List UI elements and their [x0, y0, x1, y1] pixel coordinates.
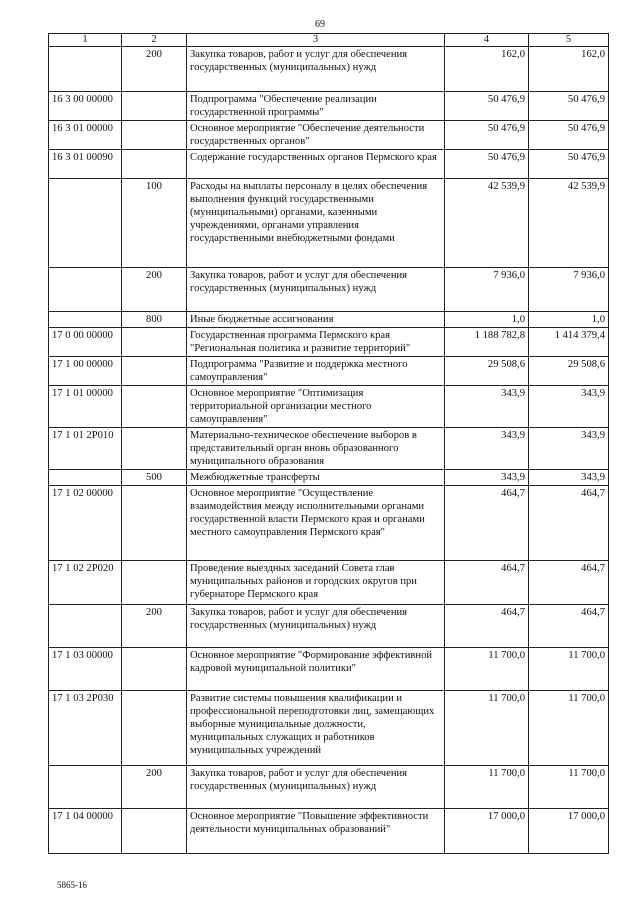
row-description: Подпрограмма "Обеспечение реализации государственной программы": [187, 92, 445, 121]
row-description: Закупка товаров, работ и услуг для обеспечения государственных (муниципальных) нужд: [187, 766, 445, 809]
row-code: 17 0 00 00000: [49, 328, 122, 357]
row-code: 16 3 01 00090: [49, 150, 122, 179]
row-amount-year-1: 1,0: [445, 312, 529, 328]
row-expense-type: 200: [122, 766, 187, 809]
row-expense-type: 200: [122, 605, 187, 648]
row-description: Развитие системы повышения квалификации и профессиональной переподготовки лиц, замещающих выборные муниципальные должности, муниципальных служащих и работников муниципальных учреждений: [187, 691, 445, 766]
row-expense-type: [122, 386, 187, 428]
row-amount-year-1: 343,9: [445, 386, 529, 428]
row-amount-year-2: 1,0: [529, 312, 609, 328]
table-row: [49, 92, 609, 121]
row-amount-year-2: 1 414 379,4: [529, 328, 609, 357]
page-number: 69: [315, 19, 325, 30]
row-code: 17 1 03 00000: [49, 648, 122, 691]
row-amount-year-1: 29 508,6: [445, 357, 529, 386]
row-description: Закупка товаров, работ и услуг для обеспечения государственных (муниципальных) нужд: [187, 268, 445, 312]
row-expense-type: [122, 121, 187, 150]
row-amount-year-2: 464,7: [529, 561, 609, 605]
row-amount-year-2: 162,0: [529, 47, 609, 92]
row-expense-type: [122, 809, 187, 854]
row-description: Расходы на выплаты персоналу в целях обеспечения выполнения функций государственными (муниципальными) органами, казенными учреждениями, органами управления государственными внебюджетными фондами: [187, 179, 445, 268]
row-description: Основное мероприятие "Формирование эффективной кадровой муниципальной политики": [187, 648, 445, 691]
row-expense-type: 200: [122, 47, 187, 92]
row-expense-type: [122, 561, 187, 605]
row-expense-type: [122, 428, 187, 470]
row-amount-year-2: 50 476,9: [529, 121, 609, 150]
row-code: 16 3 01 00000: [49, 121, 122, 150]
row-code: [49, 470, 122, 486]
row-code: 16 3 00 00000: [49, 92, 122, 121]
row-expense-type: [122, 150, 187, 179]
row-amount-year-1: 7 936,0: [445, 268, 529, 312]
row-amount-year-1: 11 700,0: [445, 766, 529, 809]
row-amount-year-1: 17 000,0: [445, 809, 529, 854]
row-code: 17 1 03 2P030: [49, 691, 122, 766]
row-description: Межбюджетные трансферты: [187, 470, 445, 486]
row-expense-type: 800: [122, 312, 187, 328]
column-header: 3: [187, 34, 445, 47]
row-amount-year-2: 464,7: [529, 605, 609, 648]
column-header: 5: [529, 34, 609, 47]
table-row: [49, 47, 609, 92]
table-row: [49, 809, 609, 854]
row-amount-year-2: 7 936,0: [529, 268, 609, 312]
table-row: [49, 470, 609, 486]
row-code: [49, 605, 122, 648]
row-amount-year-2: 42 539,9: [529, 179, 609, 268]
row-amount-year-1: 50 476,9: [445, 92, 529, 121]
row-code: [49, 179, 122, 268]
table-row: [49, 357, 609, 386]
table-row: [49, 150, 609, 179]
row-description: Основное мероприятие "Обеспечение деятельности государственных органов": [187, 121, 445, 150]
table-row: [49, 766, 609, 809]
row-expense-type: [122, 328, 187, 357]
row-code: 17 1 01 2P010: [49, 428, 122, 470]
budget-table: [48, 33, 609, 854]
row-amount-year-1: 464,7: [445, 561, 529, 605]
table-row: [49, 691, 609, 766]
row-code: 17 1 04 00000: [49, 809, 122, 854]
row-amount-year-1: 11 700,0: [445, 648, 529, 691]
row-amount-year-2: 50 476,9: [529, 150, 609, 179]
row-amount-year-1: 1 188 782,8: [445, 328, 529, 357]
row-description: Закупка товаров, работ и услуг для обеспечения государственных (муниципальных) нужд: [187, 47, 445, 92]
row-expense-type: [122, 691, 187, 766]
row-code: 17 1 01 00000: [49, 386, 122, 428]
column-header: 1: [49, 34, 122, 47]
row-expense-type: 100: [122, 179, 187, 268]
row-amount-year-2: 11 700,0: [529, 766, 609, 809]
row-expense-type: [122, 92, 187, 121]
table-row: [49, 268, 609, 312]
row-amount-year-2: 17 000,0: [529, 809, 609, 854]
row-expense-type: [122, 648, 187, 691]
row-amount-year-1: 343,9: [445, 428, 529, 470]
row-expense-type: 200: [122, 268, 187, 312]
column-header: 2: [122, 34, 187, 47]
row-code: 17 1 02 2P020: [49, 561, 122, 605]
row-description: Основное мероприятие "Оптимизация территориальной организации местного самоуправления": [187, 386, 445, 428]
table-row: [49, 312, 609, 328]
row-description: Иные бюджетные ассигнования: [187, 312, 445, 328]
row-description: Основное мероприятие "Осуществление взаимодействия между исполнительными органами государственной власти Пермского края и органами местного самоуправления Пермского края": [187, 486, 445, 561]
document-code: 5865-16: [57, 880, 87, 890]
row-code: [49, 766, 122, 809]
row-description: Основное мероприятие "Повышение эффективности деятельности муниципальных образований": [187, 809, 445, 854]
row-description: Материально-техническое обеспечение выборов в представительный орган вновь образованного муниципального образования: [187, 428, 445, 470]
table-row: [49, 179, 609, 268]
row-amount-year-2: 29 508,6: [529, 357, 609, 386]
row-amount-year-2: 11 700,0: [529, 691, 609, 766]
column-header: 4: [445, 34, 529, 47]
row-amount-year-1: 42 539,9: [445, 179, 529, 268]
row-amount-year-2: 11 700,0: [529, 648, 609, 691]
table-row: [49, 605, 609, 648]
row-code: 17 1 00 00000: [49, 357, 122, 386]
table-row: [49, 121, 609, 150]
row-amount-year-1: 11 700,0: [445, 691, 529, 766]
row-description: Закупка товаров, работ и услуг для обеспечения государственных (муниципальных) нужд: [187, 605, 445, 648]
row-amount-year-1: 50 476,9: [445, 121, 529, 150]
table-row: [49, 428, 609, 470]
row-amount-year-2: 464,7: [529, 486, 609, 561]
row-amount-year-2: 343,9: [529, 386, 609, 428]
row-expense-type: [122, 486, 187, 561]
table-row: [49, 648, 609, 691]
row-code: [49, 268, 122, 312]
row-description: Проведение выездных заседаний Совета глав муниципальных районов и городских округов при губернаторе Пермского края: [187, 561, 445, 605]
row-amount-year-1: 464,7: [445, 605, 529, 648]
table-row: [49, 561, 609, 605]
row-amount-year-1: 343,9: [445, 470, 529, 486]
row-description: Содержание государственных органов Пермского края: [187, 150, 445, 179]
table-row: [49, 386, 609, 428]
row-code: [49, 312, 122, 328]
table-header-row: [49, 34, 609, 47]
row-amount-year-2: 343,9: [529, 470, 609, 486]
table-row: [49, 486, 609, 561]
row-description: Государственная программа Пермского края "Региональная политика и развитие территорий": [187, 328, 445, 357]
row-expense-type: 500: [122, 470, 187, 486]
row-amount-year-2: 343,9: [529, 428, 609, 470]
row-description: Подпрограмма "Развитие и поддержка местного самоуправления": [187, 357, 445, 386]
row-amount-year-1: 162,0: [445, 47, 529, 92]
row-code: [49, 47, 122, 92]
row-amount-year-1: 50 476,9: [445, 150, 529, 179]
row-amount-year-2: 50 476,9: [529, 92, 609, 121]
row-amount-year-1: 464,7: [445, 486, 529, 561]
table-row: [49, 328, 609, 357]
row-code: 17 1 02 00000: [49, 486, 122, 561]
row-expense-type: [122, 357, 187, 386]
